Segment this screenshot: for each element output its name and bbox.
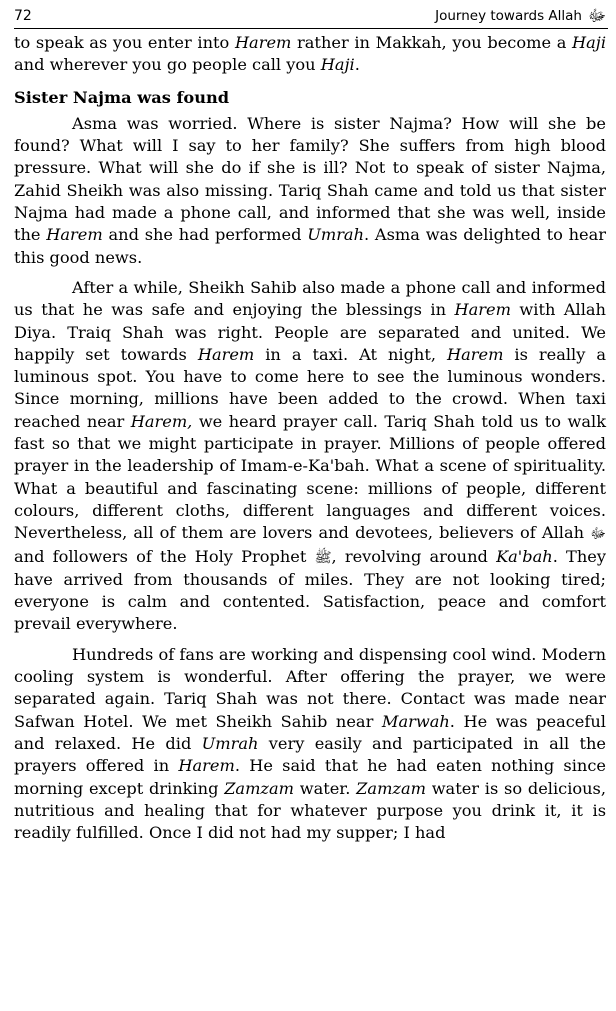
header-divider	[14, 28, 608, 29]
page-header	[14, 6, 608, 28]
salutation-calligraphy-icon: ﷺ	[314, 549, 332, 566]
page-body	[14, 32, 606, 844]
page-number: 72	[14, 8, 32, 24]
allah-calligraphy-icon: ﷻ	[587, 6, 606, 25]
paragraph-2: After a while, Sheikh Sahib also made a phone call and informed us that he was safe and enjoying the blessings in Harem with Allah Diya. Traiq Shah was right. People are separated and united. We happily set towards Harem in a taxi. At night, Harem is really a luminous spot. You have to come here to see the luminous wonders. Since morning, millions have been added to the crowd. When taxi reached near Harem, we heard prayer call. Tariq Shah told us to walk fast so that we might participate in prayer. Millions of people offered prayer in the leadership of Imam-e-Ka'bah. What a scene of spirituality. What a beautiful and fascinating scene: millions of people, different colours, different cloths, different languages and different voices. Nevertheless, all of them are lovers and devotees, believers of Allah ﷻ and followers of the Holy Prophet ﷺ, revolving around Ka'bah. They have arrived from thousands of miles. They are not looking tired; everyone is calm and contented. Satisfaction, peace and comfort prevail everywhere.	[14, 277, 607, 634]
paragraph-1: Asma was worried. Where is sister Najma? How will she be found? What will I say to her family? She suffers from high blood pressure. What will she do if she is ill? Not to speak of sister Najma, Zahid Sheikh was also missing. Tariq Shah came and told us that sister Najma had made a phone call, and informed that she was well, inside the Harem and she had performed Umrah. Asma was delighted to hear this good news.	[14, 113, 606, 267]
paragraph-3: Hundreds of fans are working and dispensing cool wind. Modern cooling system is wonderful. After offering the prayer, we were separated again. Tariq Shah was not there. Contact was made near Safwan Hotel. We met Sheikh Sahib near Marwah. He was peaceful and relaxed. He did Umrah very easily and participated in all the prayers offered in Harem. He said that he had eaten nothing since morning except drinking Zamzam water. Zamzam water is so delicious, nutritious and healing that for whatever purpose you drink it, it is readily fulfilled. Once I did not had my supper; I had	[14, 644, 606, 843]
running-title: Journey towards Allah	[435, 8, 582, 24]
section-heading: Sister Najma was found	[14, 87, 230, 107]
continued-paragraph: to speak as you enter into Harem rather in Makkah, you become a Haji and wherever you go people call you Haji.	[14, 33, 606, 75]
allah-calligraphy-icon: ﷻ	[590, 526, 606, 543]
